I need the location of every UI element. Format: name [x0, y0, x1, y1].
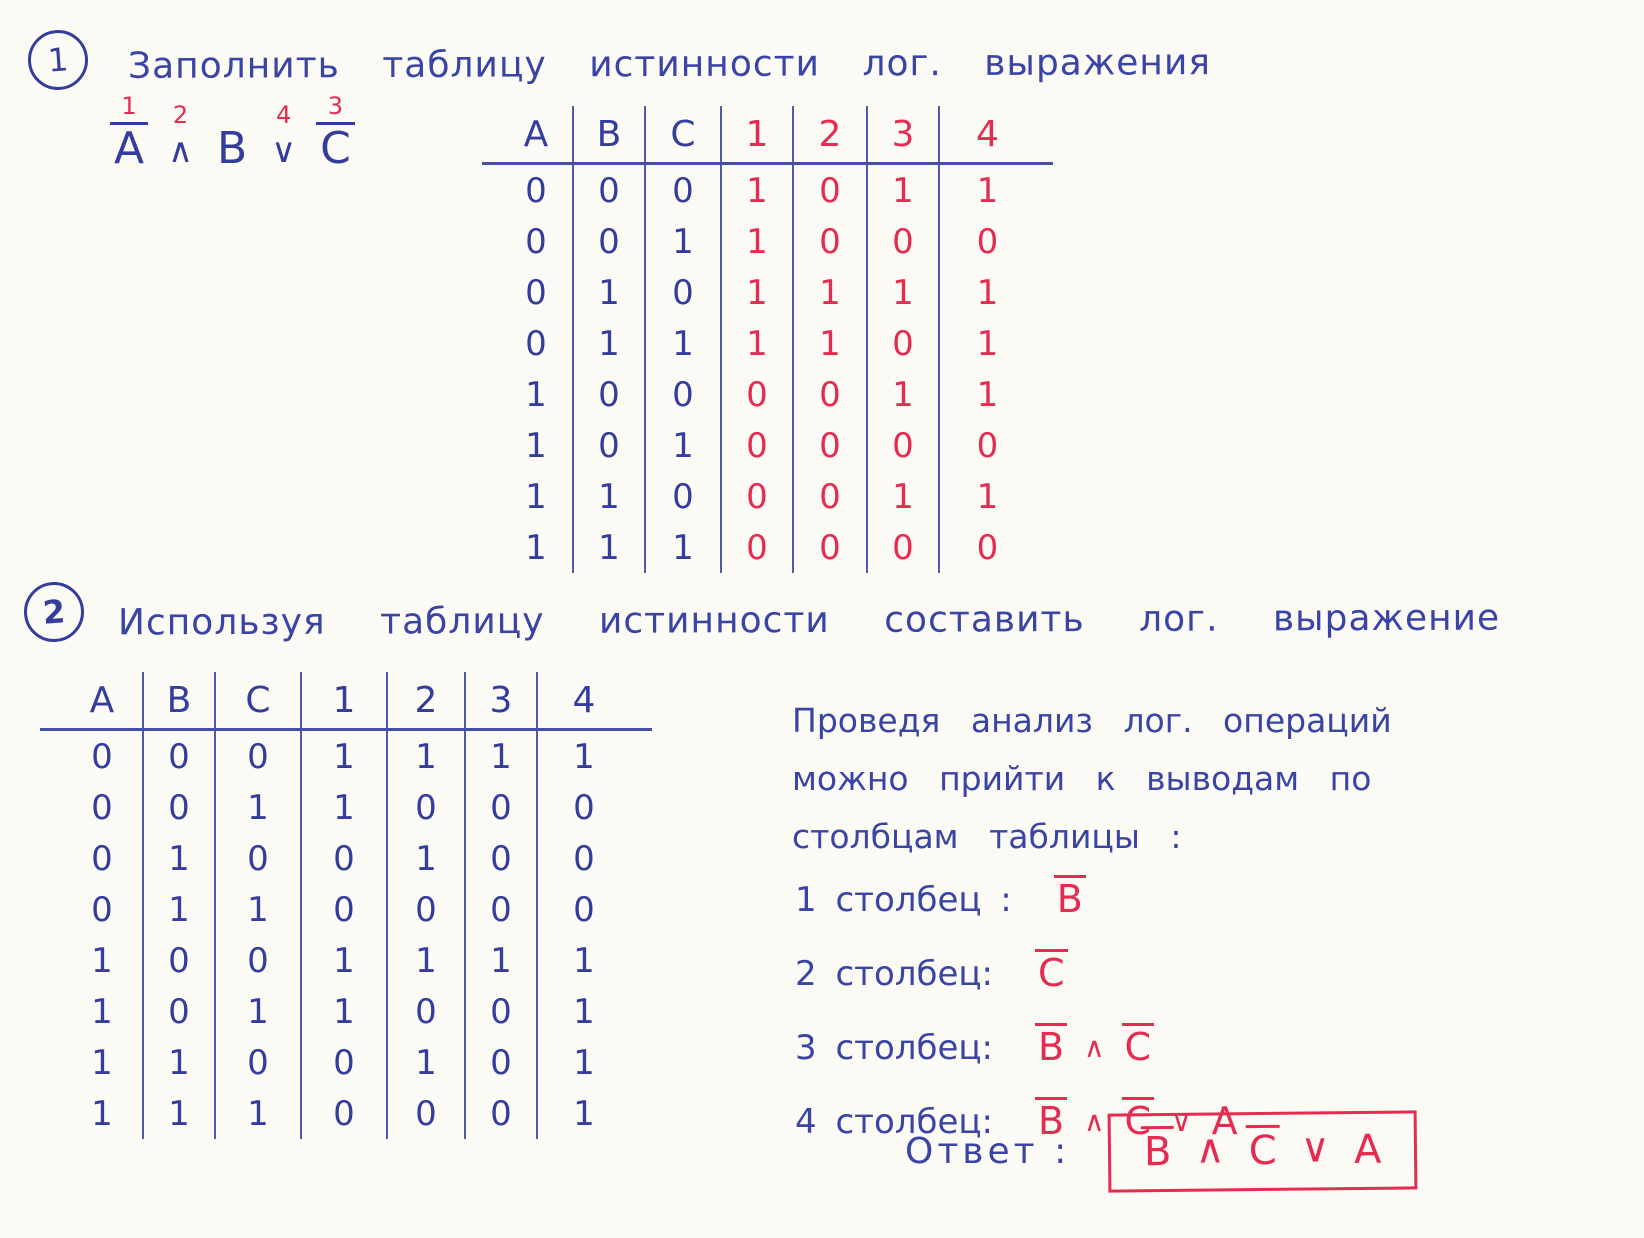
table-header-cell: 3	[868, 106, 940, 162]
answer-row	[905, 1112, 1418, 1191]
letter: ∨	[271, 131, 297, 171]
table-header-cell: 2	[794, 106, 868, 162]
table-row	[62, 986, 630, 1037]
table-header-cell: C	[646, 106, 722, 162]
table-cell: 0	[216, 731, 302, 782]
table-row	[62, 782, 630, 833]
table-cell: 1	[646, 420, 722, 471]
table-cell: 0	[388, 782, 466, 833]
logic-expression	[110, 92, 355, 173]
table-cell: 0	[466, 1037, 538, 1088]
table-cell: 0	[302, 884, 388, 935]
paragraph-line: можно прийти к выводам по	[792, 759, 1372, 798]
overlined-letter: C	[316, 122, 355, 173]
table-cell: 0	[794, 369, 868, 420]
overlined-letter: C	[1122, 1097, 1155, 1142]
conclusion-expression	[1054, 875, 1086, 920]
overlined-letter: C	[1246, 1125, 1280, 1174]
table-cell: 0	[144, 782, 216, 833]
letter: A	[1211, 1099, 1238, 1143]
table-header-cell: B	[144, 672, 216, 728]
table-cell: 1	[144, 1088, 216, 1139]
letter: B	[217, 123, 248, 174]
table-cell: 1	[868, 369, 940, 420]
table-cell: 1	[573, 1042, 595, 1083]
table-cell: 0	[794, 165, 868, 216]
table-cell: 0	[216, 833, 302, 884]
table-header-cell: 1	[722, 106, 794, 162]
table-cell: 1	[574, 522, 646, 573]
table-cell: 1	[500, 369, 574, 420]
table-header-row	[500, 106, 1035, 162]
table-cell: 0	[722, 522, 794, 573]
table-row	[500, 522, 1035, 573]
precedence-label: 1	[121, 92, 137, 120]
table-header-cell: 1	[302, 672, 388, 728]
table-cell: 1	[722, 165, 794, 216]
table-cell: 1	[62, 986, 144, 1037]
table-cell: 1	[500, 420, 574, 471]
table-cell: 0	[500, 267, 574, 318]
table-row	[62, 731, 630, 782]
answer-label: Ответ :	[905, 1131, 1071, 1172]
table-cell: 0	[722, 420, 794, 471]
table-cell: 0	[144, 986, 216, 1037]
truth-table-2	[62, 672, 630, 1139]
truth-table	[500, 106, 1035, 573]
conclusion-line	[795, 946, 1241, 994]
table-cell: 0	[574, 216, 646, 267]
table-cell: 0	[500, 165, 574, 216]
table-cell: 1	[976, 272, 999, 313]
table-row	[62, 833, 630, 884]
table-cell: 1	[302, 782, 388, 833]
table-row	[500, 318, 1035, 369]
table-cell: 1	[646, 318, 722, 369]
table-row	[62, 1088, 630, 1139]
conclusion-line	[795, 872, 1241, 920]
or-operator: ∨	[1171, 1105, 1192, 1138]
overlined-letter: C	[1035, 949, 1068, 994]
overlined-letter: B	[1035, 1023, 1067, 1068]
truth-table	[62, 672, 630, 1139]
table-body	[62, 731, 630, 1139]
table-cell: 1	[573, 1093, 595, 1134]
table-cell: 0	[144, 935, 216, 986]
table-cell: 1	[646, 522, 722, 573]
table-cell: 0	[976, 425, 999, 466]
overlined-letter: B	[1035, 1097, 1067, 1142]
and-operator: ∧	[1084, 1105, 1105, 1138]
variable-a	[110, 92, 148, 173]
table-cell: 1	[868, 471, 940, 522]
and-operator: ∧	[1084, 1031, 1105, 1064]
table-cell: 0	[466, 884, 538, 935]
table-body	[500, 165, 1035, 573]
table-cell: 0	[646, 471, 722, 522]
table-cell: 0	[302, 1037, 388, 1088]
table-header-cell: C	[216, 672, 302, 728]
table-cell: 0	[302, 1088, 388, 1139]
paragraph-line: Проведя анализ лог. операций	[792, 701, 1392, 740]
table-header-cell: 4	[572, 679, 596, 721]
table-cell: 0	[574, 369, 646, 420]
table-cell: 0	[62, 731, 144, 782]
table-cell: 1	[868, 165, 940, 216]
table-header-row	[62, 672, 630, 728]
overlined-letter: B	[1141, 1126, 1175, 1175]
table-cell: 0	[976, 527, 999, 568]
table-cell: 1	[573, 736, 595, 777]
table-cell: 1	[573, 991, 595, 1032]
table-cell: 0	[500, 216, 574, 267]
table-cell: 0	[302, 833, 388, 884]
table-cell: 0	[500, 318, 574, 369]
table-header-cell: 2	[388, 672, 466, 728]
table-cell: 0	[794, 216, 868, 267]
section-2-title: Используя таблицу истинности составить лог. выражение	[117, 597, 1501, 644]
table-cell: 1	[388, 1037, 466, 1088]
table-cell: 1	[216, 782, 302, 833]
truth-table-1	[500, 106, 1035, 573]
table-cell: 1	[62, 1037, 144, 1088]
table-row	[62, 935, 630, 986]
letter: ∧	[168, 131, 193, 171]
precedence-label: 4	[275, 101, 292, 129]
table-cell: 1	[794, 267, 868, 318]
table-cell: 1	[388, 833, 466, 884]
section-2-number: 2	[41, 592, 67, 632]
table-cell: 1	[302, 986, 388, 1037]
table-cell: 1	[388, 935, 466, 986]
table-cell: 0	[868, 216, 940, 267]
table-cell: 1	[976, 476, 999, 517]
table-cell: 1	[574, 267, 646, 318]
table-cell: 0	[868, 522, 940, 573]
and-operator	[164, 101, 197, 173]
conclusion-expression	[1035, 1023, 1154, 1068]
conclusion-label: 2 столбец:	[795, 954, 993, 994]
table-cell: 1	[144, 884, 216, 935]
table-cell: 0	[466, 1088, 538, 1139]
letter: A	[1353, 1126, 1382, 1174]
table-cell: 1	[302, 731, 388, 782]
table-header-cell: A	[62, 672, 144, 728]
table-row	[500, 267, 1035, 318]
table-cell: 1	[574, 318, 646, 369]
table-header-cell: A	[500, 106, 574, 162]
table-cell: 0	[646, 369, 722, 420]
table-header-cell: 4	[976, 113, 999, 155]
table-cell: 1	[466, 935, 538, 986]
table-cell: 0	[144, 731, 216, 782]
table-cell: 1	[646, 216, 722, 267]
conclusion-label: 3 столбец:	[795, 1028, 993, 1068]
table-cell: 0	[574, 165, 646, 216]
table-row	[500, 216, 1035, 267]
table-cell: 0	[868, 318, 940, 369]
table-cell: 1	[868, 267, 940, 318]
conclusion-label: 1 столбец :	[795, 880, 1012, 920]
table-row	[62, 1037, 630, 1088]
table-cell: 1	[144, 1037, 216, 1088]
conclusion-expression	[1035, 949, 1068, 994]
table-row	[500, 471, 1035, 522]
table-cell: 0	[573, 889, 595, 930]
table-row	[500, 369, 1035, 420]
table-cell: 0	[722, 369, 794, 420]
table-cell: 1	[574, 471, 646, 522]
table-cell: 0	[216, 1037, 302, 1088]
conclusion-label: 4 столбец:	[795, 1102, 993, 1142]
table-cell: 1	[62, 1088, 144, 1139]
table-cell: 1	[388, 731, 466, 782]
section-1-number: 1	[46, 40, 70, 80]
table-cell: 0	[573, 787, 595, 828]
section-1-badge	[26, 28, 90, 92]
table-cell: 1	[976, 170, 999, 211]
overlined-letter: B	[1054, 875, 1086, 920]
table-cell: 0	[794, 522, 868, 573]
table-cell: 0	[466, 833, 538, 884]
table-cell: 1	[573, 940, 595, 981]
table-cell: 0	[976, 221, 999, 262]
table-cell: 0	[62, 782, 144, 833]
answer-box	[1108, 1110, 1418, 1192]
section-1-title: Заполнить таблицу истинности лог. выражения	[127, 42, 1212, 87]
table-cell: 0	[646, 165, 722, 216]
table-row	[500, 420, 1035, 471]
table-header-cell: B	[574, 106, 646, 162]
table-cell: 1	[976, 374, 999, 415]
table-cell: 0	[466, 782, 538, 833]
table-cell: 1	[216, 1088, 302, 1139]
table-header-cell: 3	[466, 672, 538, 728]
table-cell: 1	[722, 267, 794, 318]
table-cell: 0	[722, 471, 794, 522]
precedence-label: 3	[327, 92, 344, 120]
table-cell: 1	[466, 731, 538, 782]
or-operator: ∨	[1300, 1125, 1331, 1172]
overlined-letter: A	[110, 122, 148, 173]
section-2-badge	[22, 580, 86, 644]
table-row	[62, 884, 630, 935]
table-cell: 0	[574, 420, 646, 471]
table-cell: 0	[466, 986, 538, 1037]
table-cell: 0	[388, 884, 466, 935]
table-cell: 0	[794, 471, 868, 522]
paragraph-line: столбцам таблицы :	[792, 817, 1182, 856]
table-cell: 0	[388, 1088, 466, 1139]
table-cell: 1	[302, 935, 388, 986]
table-cell: 0	[388, 986, 466, 1037]
table-cell: 1	[500, 471, 574, 522]
table-cell: 0	[216, 935, 302, 986]
table-cell: 1	[976, 323, 999, 364]
table-cell: 1	[794, 318, 868, 369]
conclusion-line	[795, 1020, 1241, 1068]
table-cell: 0	[62, 884, 144, 935]
precedence-label: 2	[172, 101, 189, 129]
and-operator: ∧	[1195, 1126, 1226, 1173]
table-cell: 1	[722, 216, 794, 267]
table-cell: 1	[144, 833, 216, 884]
table-cell: 1	[722, 318, 794, 369]
table-cell: 0	[868, 420, 940, 471]
table-cell: 1	[216, 884, 302, 935]
analysis-paragraph	[792, 692, 1392, 866]
variable-c	[316, 92, 355, 173]
table-cell: 1	[216, 986, 302, 1037]
overlined-letter: C	[1122, 1023, 1155, 1068]
table-cell: 1	[500, 522, 574, 573]
or-operator	[267, 101, 300, 173]
table-cell: 0	[573, 838, 595, 879]
variable-b	[213, 95, 251, 173]
table-row	[500, 165, 1035, 216]
table-cell: 0	[794, 420, 868, 471]
table-cell: 1	[62, 935, 144, 986]
table-cell: 0	[646, 267, 722, 318]
table-cell: 0	[62, 833, 144, 884]
